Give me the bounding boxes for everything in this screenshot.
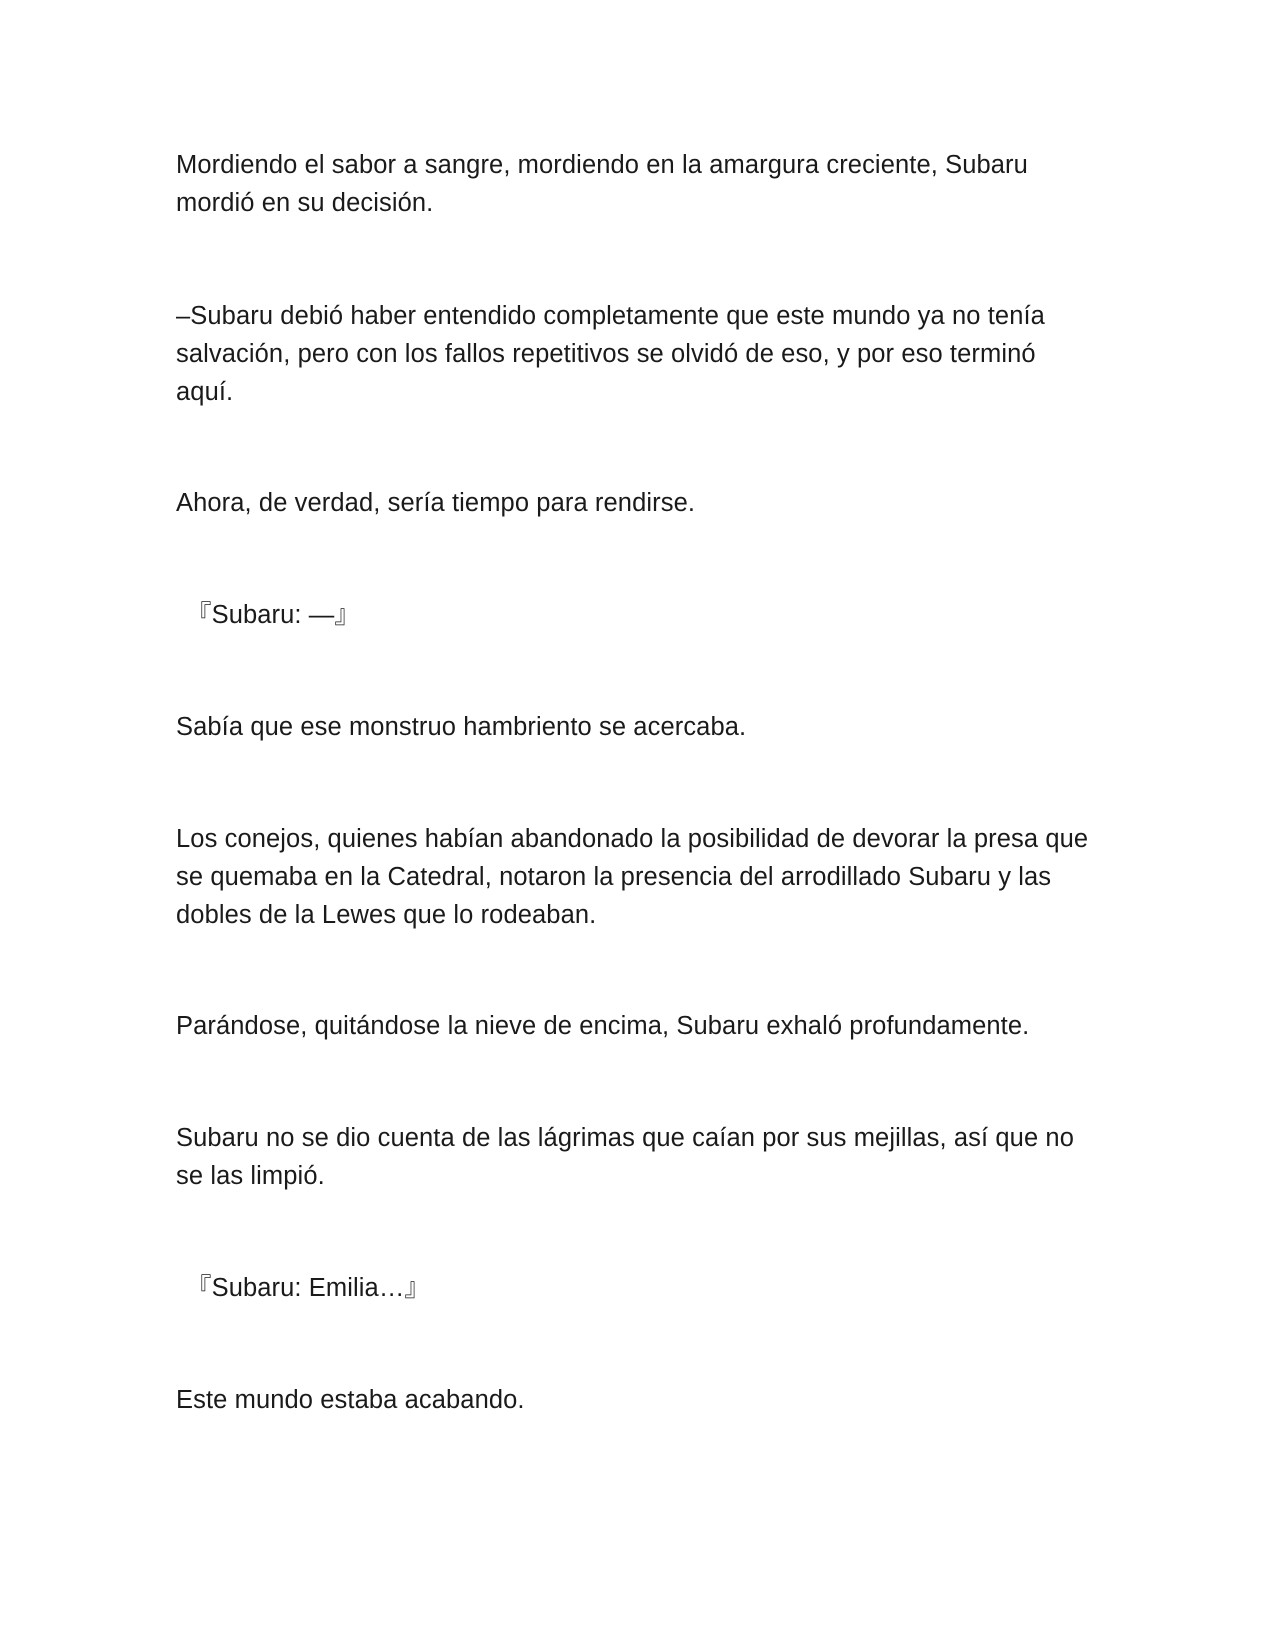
paragraph: Sabía que ese monstruo hambriento se acercaba. [176, 713, 747, 741]
dialogue-line: 『Subaru: —』 [186, 601, 360, 629]
dialogue-line: 『Subaru: Emilia…』 [186, 1274, 431, 1302]
paragraph: Subaru no se dio cuenta de las lágrimas que caían por sus mejillas, así que no se las limpió. [176, 1124, 1074, 1190]
paragraph: Parándose, quitándose la nieve de encima, Subaru exhaló profundamente. [176, 1012, 1030, 1040]
paragraph: Mordiendo el sabor a sangre, mordiendo en la amargura creciente, Subaru mordió en su decisión. [176, 151, 1028, 217]
paragraph: Este mundo estaba acabando. [176, 1386, 525, 1414]
paragraph: Ahora, de verdad, sería tiempo para rendirse. [176, 489, 696, 517]
paragraph: Los conejos, quienes habían abandonado la posibilidad de devorar la presa que se quemaba en la Catedral, notaron la presencia del arrodillado Subaru y las dobles de la Lewes que lo rodeaban. [176, 825, 1089, 929]
paragraph: –Subaru debió haber entendido completamente que este mundo ya no tenía salvación, pero con los fallos repetitivos se olvidó de eso, y por eso terminó aquí. [176, 302, 1045, 406]
